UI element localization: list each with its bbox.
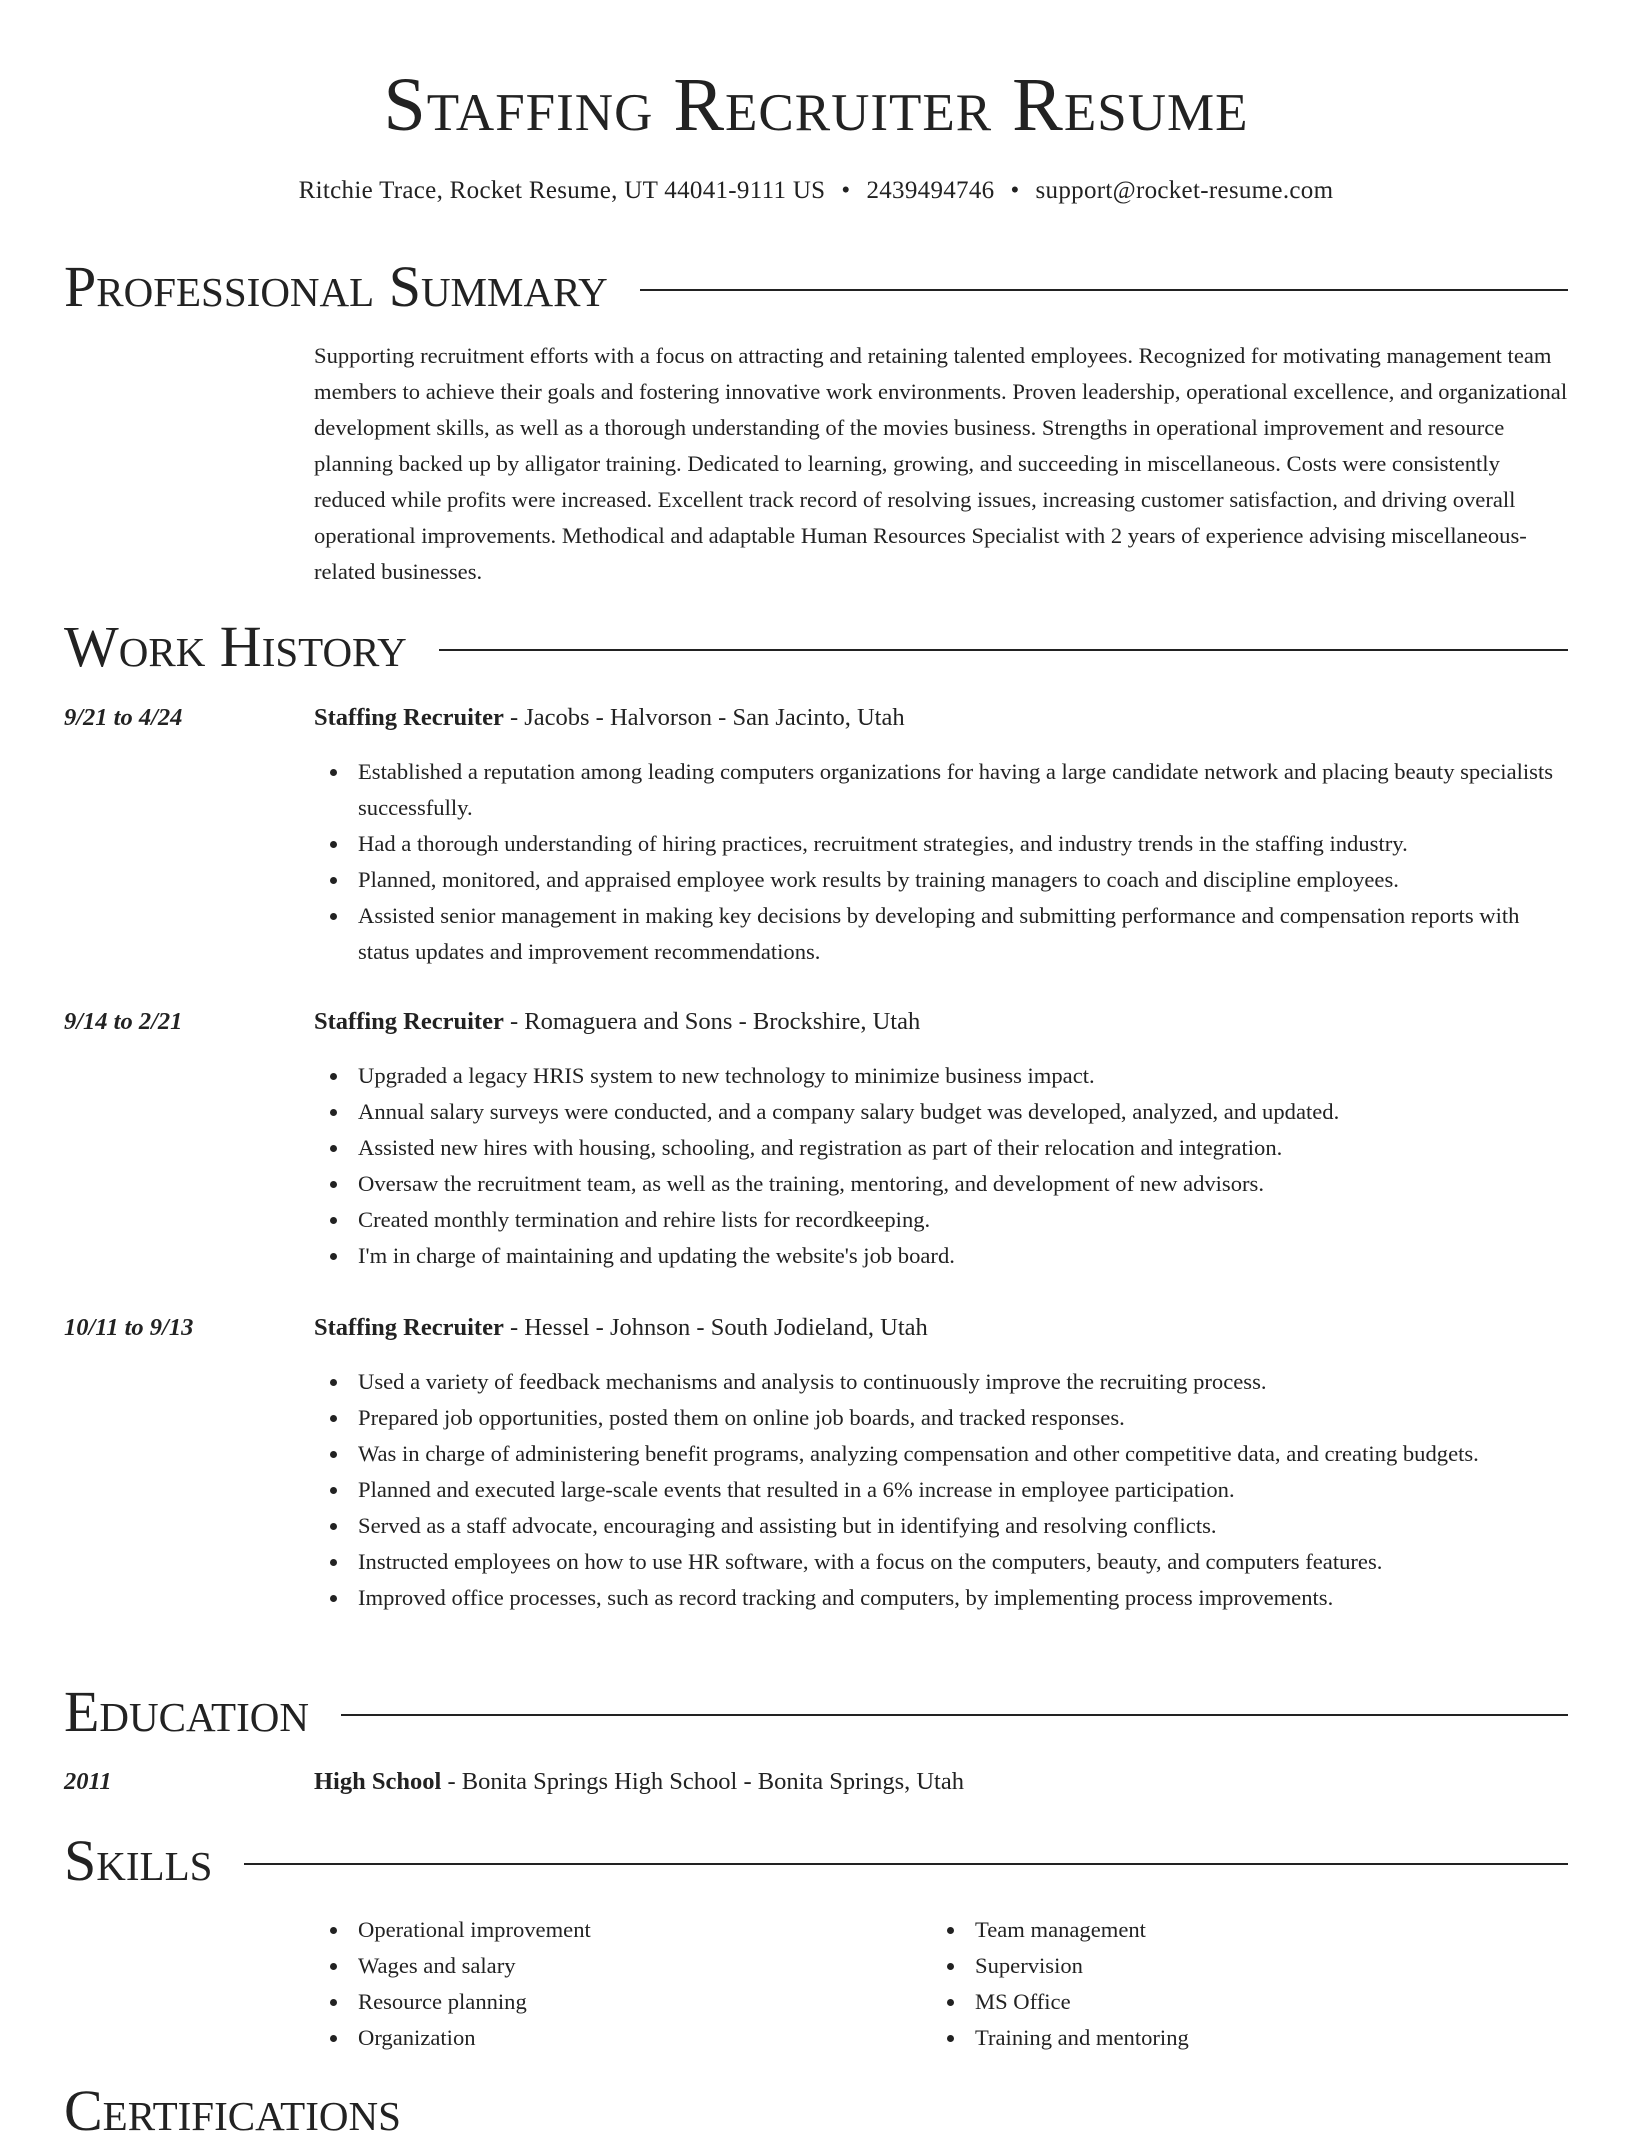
contact-separator: •	[1010, 177, 1020, 204]
section-title-certifications: Certifications	[64, 2078, 401, 2143]
job-details: - Romaguera and Sons - Brockshire, Utah	[503, 1008, 921, 1035]
job-header	[64, 700, 1568, 736]
bullet-icon	[330, 1999, 337, 2006]
job-entry	[64, 1310, 1568, 1610]
bullet-text: Planned, monitored, and appraised employee work results by training managers to coach and discipline employees.	[358, 867, 1399, 892]
job-details: - Jacobs - Halvorson - San Jacinto, Utah	[503, 704, 905, 731]
skill-item	[314, 1948, 914, 1984]
contact-address: Ritchie Trace, Rocket Resume, UT 44041-9111 US	[298, 177, 826, 204]
bullet-text: Established a reputation among leading computers organizations for having a large candidate network and placing beauty specialists successfully.	[358, 759, 1554, 820]
bullet-text: Assisted new hires with housing, schooling, and registration as part of their relocation and integration.	[358, 1135, 1283, 1160]
list-item	[314, 1472, 1568, 1508]
section-title-summary: Professional Summary	[64, 254, 608, 319]
list-item	[314, 1508, 1568, 1544]
skill-item	[931, 2020, 1531, 2056]
bullet-icon	[947, 1927, 954, 1934]
bullet-icon	[330, 1927, 337, 1934]
list-item	[314, 826, 1568, 862]
job-details: - Hessel - Johnson - South Jodieland, Utah	[503, 1314, 928, 1341]
contact-line	[0, 174, 1632, 208]
job-title: Staffing Recruiter	[314, 704, 504, 731]
skill-text: Training and mentoring	[975, 2025, 1189, 2050]
skill-item	[931, 1912, 1531, 1948]
bullet-text: Instructed employees on how to use HR software, with a focus on the computers, beauty, and computers features.	[358, 1549, 1383, 1574]
list-item	[314, 1400, 1568, 1436]
job-bullets	[314, 754, 1568, 970]
job-role-line	[314, 700, 905, 736]
skill-item	[931, 1948, 1531, 1984]
bullet-text: I'm in charge of maintaining and updating the website's job board.	[358, 1243, 955, 1268]
section-divider	[640, 289, 1568, 291]
job-date: 10/11 to 9/13	[64, 1314, 194, 1341]
section-heading-education	[64, 1677, 1568, 1747]
skill-text: MS Office	[975, 1989, 1071, 2014]
bullet-icon	[330, 1415, 337, 1422]
contact-phone: 2439494746	[866, 177, 995, 204]
bullet-text: Oversaw the recruitment team, as well as the training, mentoring, and development of new advisors.	[358, 1171, 1264, 1196]
job-title: Staffing Recruiter	[314, 1008, 504, 1035]
bullet-icon	[330, 769, 337, 776]
bullet-icon	[330, 1217, 337, 1224]
bullet-icon	[330, 1109, 337, 1116]
bullet-icon	[330, 1145, 337, 1152]
list-item	[314, 1094, 1568, 1130]
skill-item	[314, 2020, 914, 2056]
job-bullets	[314, 1364, 1568, 1616]
skill-text: Supervision	[975, 1953, 1083, 1978]
job-bullets	[314, 1058, 1568, 1274]
job-entry	[64, 700, 1568, 964]
section-heading-summary	[64, 252, 1568, 322]
section-divider	[341, 1714, 1568, 1716]
bullet-icon	[947, 1999, 954, 2006]
bullet-icon	[330, 2035, 337, 2042]
list-item	[314, 1166, 1568, 1202]
section-title-work: Work History	[64, 614, 407, 679]
section-heading-work	[64, 612, 1568, 682]
bullet-icon	[330, 1451, 337, 1458]
bullet-icon	[330, 1523, 337, 1530]
bullet-text: Had a thorough understanding of hiring practices, recruitment strategies, and industry trends in the staffing industry.	[358, 831, 1408, 856]
list-item	[314, 1580, 1568, 1616]
skill-text: Wages and salary	[358, 1953, 516, 1978]
bullet-text: Upgraded a legacy HRIS system to new technology to minimize business impact.	[358, 1063, 1095, 1088]
job-header	[64, 1310, 1568, 1346]
education-entry	[64, 1764, 1568, 1800]
bullet-text: Prepared job opportunities, posted them on online job boards, and tracked responses.	[358, 1405, 1125, 1430]
bullet-text: Planned and executed large-scale events that resulted in a 6% increase in employee participation.	[358, 1477, 1235, 1502]
section-heading-certifications	[64, 2076, 1568, 2146]
bullet-icon	[947, 2035, 954, 2042]
job-role-line	[314, 1004, 920, 1040]
bullet-icon	[330, 1181, 337, 1188]
job-entry	[64, 1004, 1568, 1268]
bullet-icon	[330, 1595, 337, 1602]
bullet-icon	[330, 877, 337, 884]
bullet-icon	[330, 913, 337, 920]
bullet-text: Was in charge of administering benefit programs, analyzing compensation and other competitive data, and creating budgets.	[358, 1441, 1479, 1466]
bullet-icon	[330, 841, 337, 848]
skill-item	[314, 1984, 914, 2020]
skill-text: Operational improvement	[358, 1917, 591, 1942]
education-date: 2011	[64, 1768, 112, 1795]
list-item	[314, 1364, 1568, 1400]
list-item	[314, 862, 1568, 898]
section-title-skills: Skills	[64, 1828, 213, 1893]
bullet-icon	[330, 1487, 337, 1494]
skill-text: Resource planning	[358, 1989, 527, 2014]
skill-text: Team management	[975, 1917, 1146, 1942]
bullet-icon	[330, 1253, 337, 1260]
education-details: - Bonita Springs High School - Bonita Springs, Utah	[441, 1768, 964, 1795]
list-item	[314, 754, 1568, 826]
skill-text: Organization	[358, 2025, 476, 2050]
bullet-text: Assisted senior management in making key decisions by developing and submitting performance and compensation reports with status updates and improvement recommendations.	[358, 903, 1520, 964]
section-title-education: Education	[64, 1679, 309, 1744]
list-item	[314, 1130, 1568, 1166]
resume-title: Staffing Recruiter Resume	[383, 63, 1249, 147]
skills-list-right	[931, 1912, 1531, 2056]
bullet-icon	[330, 1559, 337, 1566]
education-header	[64, 1764, 1568, 1800]
contact-email: support@rocket-resume.com	[1035, 177, 1334, 204]
education-degree: High School	[314, 1768, 442, 1795]
summary-text: Supporting recruitment efforts with a focus on attracting and retaining talented employees. Recognized for motivating management team members to achieve their goals and fostering innovative work environments. Proven leadership, operational excellence, and organizational development skills, as well as a thorough understanding of the movies business. Strengths in operational improvement and resource planning backed up by alligator training. Dedicated to learning, growing, and succeeding in miscellaneous. Costs were consistently reduced while profits were increased. Excellent track record of resolving issues, increasing customer satisfaction, and driving overall operational improvements. Methodical and adaptable Human Resources Specialist with 2 years of experience advising miscellaneous-related businesses.	[314, 343, 1568, 584]
job-role-line	[314, 1310, 928, 1346]
bullet-text: Annual salary surveys were conducted, and a company salary budget was developed, analyzed, and updated.	[358, 1099, 1340, 1124]
skills-list-left	[314, 1912, 914, 2056]
contact-separator: •	[841, 177, 851, 204]
section-divider	[439, 649, 1568, 651]
bullet-icon	[330, 1073, 337, 1080]
bullet-text: Served as a staff advocate, encouraging and assisting but in identifying and resolving conflicts.	[358, 1513, 1217, 1538]
bullet-icon	[947, 1963, 954, 1970]
bullet-icon	[330, 1379, 337, 1386]
skill-item	[314, 1912, 914, 1948]
list-item	[314, 1202, 1568, 1238]
education-line	[314, 1764, 964, 1800]
skill-item	[931, 1984, 1531, 2020]
job-title: Staffing Recruiter	[314, 1314, 504, 1341]
bullet-icon	[330, 1963, 337, 1970]
list-item	[314, 1058, 1568, 1094]
job-header	[64, 1004, 1568, 1040]
list-item	[314, 1436, 1568, 1472]
bullet-text: Used a variety of feedback mechanisms and analysis to continuously improve the recruiting process.	[358, 1369, 1267, 1394]
job-date: 9/21 to 4/24	[64, 704, 183, 731]
job-date: 9/14 to 2/21	[64, 1008, 183, 1035]
bullet-text: Created monthly termination and rehire lists for recordkeeping.	[358, 1207, 931, 1232]
section-heading-skills	[64, 1826, 1568, 1896]
section-divider	[244, 1863, 1568, 1865]
list-item	[314, 898, 1568, 970]
list-item	[314, 1238, 1568, 1274]
list-item	[314, 1544, 1568, 1580]
bullet-text: Improved office processes, such as record tracking and computers, by implementing process improvements.	[358, 1585, 1334, 1610]
